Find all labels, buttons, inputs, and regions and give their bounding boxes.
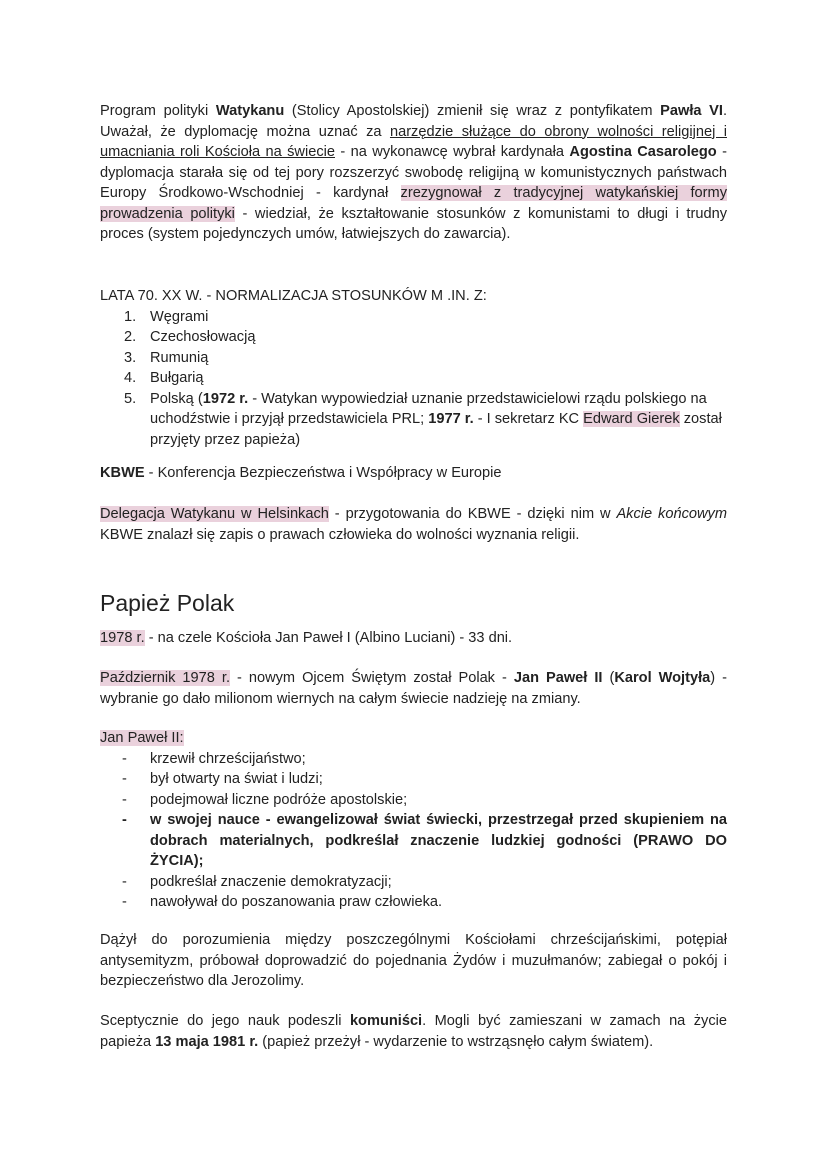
text-span: - dyplomacja starała się od tej pory rozszerzyć swobodę religijną w komunistycznych państwach Europy Środkowo-Wschodniej - kardynał bbox=[100, 144, 728, 201]
paragraph-vatican-policy bbox=[100, 101, 727, 245]
list-text: podkreślał znaczenie demokratyzacji; bbox=[150, 873, 392, 890]
list-number: 1. bbox=[124, 308, 137, 325]
list-text: Czechosłowacją bbox=[150, 329, 256, 345]
paragraph-helsinki bbox=[100, 504, 727, 545]
list-dash: - bbox=[122, 812, 127, 828]
list-text: nawoływał do poszanowania praw człowieka. bbox=[150, 894, 443, 910]
bold-text: Jan Paweł II bbox=[513, 670, 603, 686]
bold-text: Agostina Casarolego bbox=[569, 144, 717, 160]
highlighted-text: Jan Paweł II: bbox=[100, 730, 184, 746]
highlighted-text: Delegacja Watykanu w Helsinkach bbox=[100, 506, 329, 522]
list-item bbox=[100, 368, 727, 389]
section-title: LATA 70. XX W. - NORMALIZACJA STOSUNKÓW M .IN. Z: bbox=[100, 288, 487, 304]
bold-text: Karol Wojtyła bbox=[614, 670, 711, 686]
text-span: - Watykan wypowiedział uznanie przedstawicielowi rządu polskiego na uchodźstwie i przyjął przedstawiciela PRL; bbox=[150, 390, 707, 427]
highlighted-text: Październik 1978 r. bbox=[100, 670, 230, 686]
list-number: 2. bbox=[124, 329, 137, 345]
list-dash: - bbox=[122, 771, 127, 787]
text-span: ( bbox=[602, 670, 615, 686]
list-text: Węgrami bbox=[150, 308, 209, 325]
paragraph-october-1978 bbox=[100, 668, 727, 709]
dash-list bbox=[100, 749, 727, 913]
list-dash: - bbox=[122, 873, 127, 890]
text-span: - przygotowania do KBWE - dzięki nim w bbox=[328, 506, 617, 522]
text-span: ) - wybranie go dało milionom wiernych na całym świecie nadzieję na zmiany. bbox=[100, 670, 727, 707]
underlined-text: narzędzie służące do obrony wolności religijnej i umacniania roli Kościoła na świecie bbox=[100, 123, 727, 160]
section-title bbox=[100, 728, 727, 749]
text-span: . Uważał, że dyplomację można uznać za bbox=[100, 103, 728, 140]
list-item bbox=[100, 769, 727, 790]
list-item bbox=[100, 327, 727, 348]
bold-text: Watykanu bbox=[215, 103, 285, 119]
bold-text: KBWE bbox=[100, 465, 145, 481]
text-span: - na wykonawcę wybrał kardynała bbox=[334, 144, 570, 160]
john-paul-section bbox=[100, 728, 727, 913]
italic-text: Akcie końcowym bbox=[616, 506, 727, 522]
bold-text: 1972 r. bbox=[202, 390, 249, 407]
list-item bbox=[100, 810, 727, 872]
paragraph-communists bbox=[100, 1011, 727, 1052]
list-dash: - bbox=[122, 894, 127, 910]
list-item bbox=[100, 872, 727, 893]
list-text: Rumunią bbox=[150, 349, 209, 366]
text-span: (Stolicy Apostolskiej) zmienił się wraz z pontyfikatem bbox=[284, 103, 661, 119]
list-text: podejmował liczne podróże apostolskie; bbox=[150, 791, 408, 808]
bold-text: 13 maja 1981 r. bbox=[155, 1033, 259, 1050]
list-item bbox=[100, 307, 727, 328]
list-text: Bułgarią bbox=[150, 370, 204, 386]
list-dash: - bbox=[122, 791, 127, 808]
bold-text: 1977 r. bbox=[428, 411, 474, 427]
normalization-section bbox=[100, 286, 727, 450]
bold-text: Pawła VI bbox=[660, 103, 723, 119]
bold-text: komuniści bbox=[349, 1013, 423, 1029]
text-span: Sceptycznie do jego nauk podeszli bbox=[100, 1013, 350, 1029]
list-number: 3. bbox=[124, 349, 137, 366]
numbered-list bbox=[100, 307, 727, 451]
text-span: - wiedział, że kształtowanie stosunków z komunistami to długi i trudny proces (system pojedynczych umów, łatwiejszych do zawarcia). bbox=[100, 205, 727, 242]
section-heading: Papież Polak bbox=[100, 590, 235, 616]
text-span: Program polityki bbox=[100, 103, 216, 119]
list-item bbox=[100, 790, 727, 811]
list-item bbox=[100, 749, 727, 770]
list-text: w swojej nauce - ewangelizował świat świecki, przestrzegał przed skupieniem na dobrach materialnych, podkreślał znaczenie ludzkiej godności (PRAWO DO ŻYCIA); bbox=[150, 812, 727, 869]
list-text: był otwarty na świat i ludzi; bbox=[150, 771, 323, 787]
text-span: KBWE znalazł się zapis o prawach człowieka do wolności wyznania religii. bbox=[100, 526, 580, 543]
text-span: - na czele Kościoła Jan Paweł I (Albino Luciani) - 33 dni. bbox=[144, 630, 513, 646]
text-span: - I sekretarz KC bbox=[473, 411, 584, 427]
list-text: krzewił chrześcijaństwo; bbox=[150, 750, 306, 767]
text-span: - Konferencja Bezpieczeństwa i Współpracy w Europie bbox=[144, 465, 502, 481]
list-number: 4. bbox=[124, 370, 137, 386]
text-span: został przyjęty przez papieża) bbox=[150, 411, 722, 448]
list-item bbox=[100, 389, 727, 451]
text-span: - nowym Ojcem Świętym został Polak - bbox=[230, 670, 514, 686]
text-span: (papież przeżył - wydarzenie to wstrząsnęło całym światem). bbox=[258, 1033, 654, 1050]
paragraph-kbwe bbox=[100, 463, 727, 484]
highlighted-text: 1978 r. bbox=[100, 630, 145, 646]
highlighted-text: Edward Gierek bbox=[583, 411, 680, 427]
paragraph-1978 bbox=[100, 628, 727, 649]
paragraph-ecumenism: Dążył do porozumienia między poszczególnymi Kościołami chrześcijańskimi, potępiał antysemityzm, próbował doprowadzić do pojednania Żydów i muzułmanów; zabiegał o pokój i bezpieczeństwo dla Jerozolimy. bbox=[100, 932, 727, 989]
highlighted-text: zrezygnował z tradycyjnej watykańskiej formy prowadzenia polityki bbox=[100, 185, 727, 222]
list-number: 5. bbox=[124, 390, 137, 407]
text-span: . Mogli być zamieszani w zamach na życie papieża bbox=[100, 1013, 727, 1050]
text-span: Polską ( bbox=[150, 390, 203, 407]
list-item bbox=[100, 348, 727, 369]
list-item bbox=[100, 892, 727, 913]
list-dash: - bbox=[122, 750, 127, 767]
